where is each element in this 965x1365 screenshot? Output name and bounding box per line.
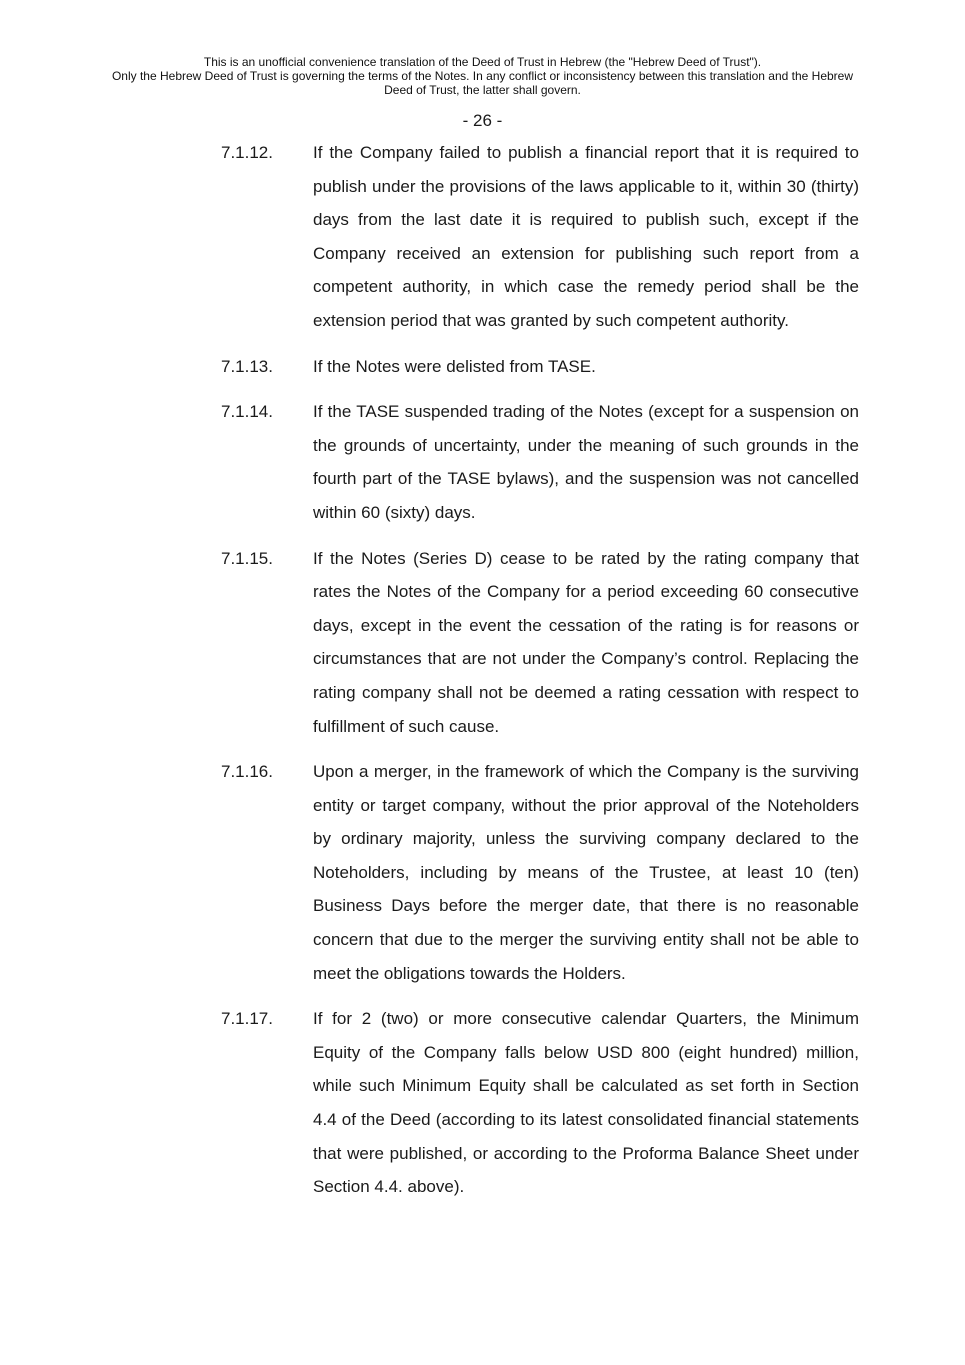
translation-disclaimer-header: [60, 55, 905, 97]
clause-number: 7.1.12.: [221, 143, 273, 162]
clause-number: 7.1.15.: [221, 548, 273, 568]
page-number: - 26 -: [462, 111, 503, 130]
clause-7-1-12: [0, 136, 965, 338]
clause-text: If the Notes were delisted from TASE.: [313, 356, 596, 376]
clause-7-1-16: [0, 755, 965, 990]
clause-7-1-15: [0, 542, 965, 744]
clause-7-1-14: [0, 395, 965, 529]
clause-number: 7.1.16.: [221, 762, 273, 782]
disclaimer-line-3: Deed of Trust, the latter shall govern.: [384, 83, 581, 97]
clause-text: Upon a merger, in the framework of which the Company is the surviving entity or target company, without the prior approval of the Noteholders by ordinary majority, unless the surviving company declared to the Noteholders, including by means of the Trustee, at least 10 (ten) Business Days before the merger date, that there is no reasonable concern that due to the merger the surviving entity shall not be able to meet the obligations towards the Holders.: [313, 762, 859, 983]
clause-text: If for 2 (two) or more consecutive calendar Quarters, the Minimum Equity of the Company falls below USD 800 (eight hundred) million, while such Minimum Equity shall be calculated as set forth in Section 4.4 of the Deed (according to its latest consolidated financial statements that were published, or according to the Proforma Balance Sheet under Section 4.4. above).: [313, 1009, 859, 1197]
clause-text: If the Company failed to publish a financial report that it is required to publish under the provisions of the laws applicable to it, within 30 (thirty) days from the last date it is required to publish such, except if the Company received an extension for publishing such report from a competent authority, in which case the remedy period shall be the extension period that was granted by such competent authority.: [313, 143, 859, 330]
disclaimer-line-2: Only the Hebrew Deed of Trust is governing the terms of the Notes. In any conflict or inconsistency between this translation and the Hebrew: [111, 69, 854, 83]
clause-7-1-13: [0, 350, 965, 384]
clause-text: If the TASE suspended trading of the Notes (except for a suspension on the grounds of uncertainty, under the meaning of such grounds in the fourth part of the TASE bylaws), and the suspension was not cancelled within 60 (sixty) days.: [313, 402, 859, 522]
clause-number: 7.1.14.: [221, 402, 273, 422]
clause-number: 7.1.13.: [221, 356, 273, 376]
clause-text: If the Notes (Series D) cease to be rated by the rating company that rates the Notes of the Company for a period exceeding 60 consecutive days, except in the event the cessation of the rating is for reasons or circumstances that are not under the Company’s control. Replacing the rating company shall not be deemed a rating cessation with respect to fulfillment of such cause.: [313, 548, 859, 736]
clause-list: [0, 136, 965, 1216]
clause-number: 7.1.17.: [221, 1009, 273, 1029]
clause-7-1-17: [0, 1002, 965, 1204]
disclaimer-line-1: This is an unofficial convenience translation of the Deed of Trust in Hebrew (the "Hebrew Deed of Trust").: [203, 55, 762, 69]
